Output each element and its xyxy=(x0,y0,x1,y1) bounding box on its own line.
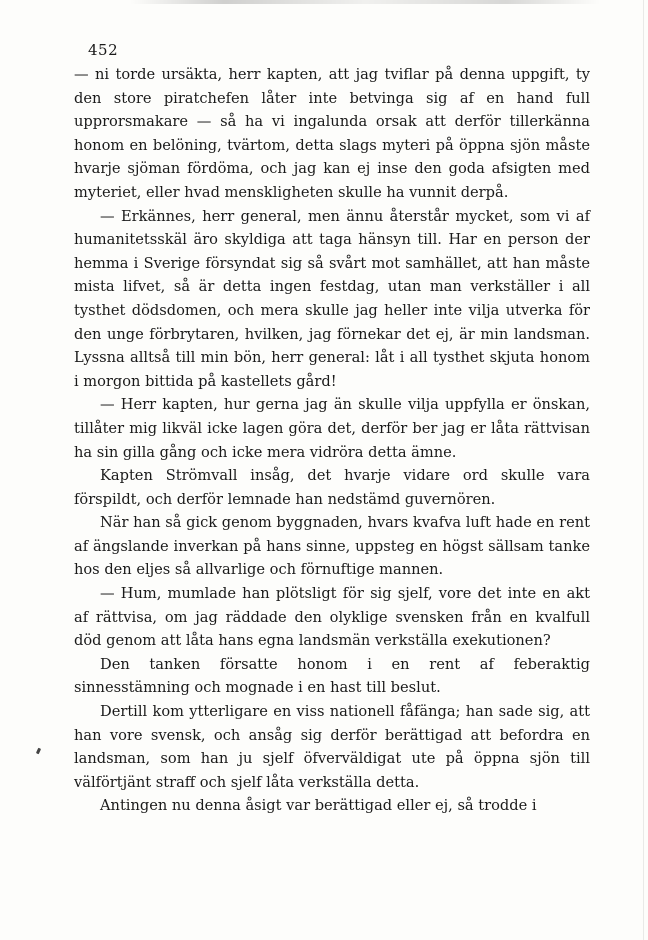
paragraph-7: Den tanken försatte honom i en rent af feberaktig sinnesstämning och mognade i en hast till beslut. xyxy=(74,655,590,697)
paragraph-3: — Herr kapten, hur gerna jag än skulle vilja uppfylla er önskan, tillåter mig likväl icke lagen göra det, derför ber jag er låta rättvisan ha sin gilla gång och icke mera vidröra detta ämne. xyxy=(74,396,590,461)
margin-mark xyxy=(36,748,41,755)
paragraph-9: Antingen nu denna åsigt var berättigad eller ej, så trodde i xyxy=(100,797,537,815)
paragraph-8: Dertill kom ytterligare en viss nationell fåfänga; han sade sig, att han vore svensk, och ansåg sig derför berättigad att befordra en landsman, som han ju sjelf öfverväldigat ute på öppna sjön till välförtjänt straff och sjelf låta verkställa detta. xyxy=(74,703,590,791)
paragraph-2: — Erkännes, herr general, men ännu återstår mycket, som vi af humanitetsskäl äro skyldiga att taga hänsyn till. Har en person der hemma i Sverige försyndat sig så svårt mot samhället, att han måste mista lifvet, så är detta ingen festdag, utan man verkställer i all tysthet dödsdomen, och mera skulle jag heller inte vilja utverka för den unge förbrytaren, hvilken, jag förnekar det ej, är min landsman. Lyssna alltså till min bön, herr general: låt i all tysthet skjuta honom i morgon bittida på kastellets gård! xyxy=(74,207,590,390)
page-number: 452 xyxy=(88,41,119,59)
book-page xyxy=(74,40,590,818)
page-text xyxy=(74,63,590,818)
paragraph-4: Kapten Strömvall insåg, det hvarje vidare ord skulle vara förspildt, och derför lemnade han nedstämd guvernören. xyxy=(74,467,590,508)
paragraph-5: När han så gick genom byggnaden, hvars kvafva luft hade en rent af ängslande inverkan på hans sinne, uppsteg en högst sällsam tanke hos den eljes så allvarlige och förnuftige mannen. xyxy=(74,514,590,579)
scan-edge-right xyxy=(643,0,644,940)
paragraph-1: — ni torde ursäkta, herr kapten, att jag tviflar på denna uppgift, ty den store piratchefen låter inte betvinga sig af en hand full upprorsmakare — så ha vi ingalunda orsak att derför tillerkänna honom en belöning, tvärtom, detta slags myteri på öppna sjön måste hvarje sjöman fördöma, och jag kan ej inse den goda afsigten med myteriet, eller hvad menskligheten skulle ha vunnit derpå. xyxy=(74,66,590,201)
scan-edge-top xyxy=(130,0,600,4)
paragraph-6: — Hum, mumlade han plötsligt för sig sjelf, vore det inte en akt af rättvisa, om jag räddade den olyklige svensken från en kvalfull död genom att låta hans egna landsmän verkställa exekutionen? xyxy=(74,585,590,650)
